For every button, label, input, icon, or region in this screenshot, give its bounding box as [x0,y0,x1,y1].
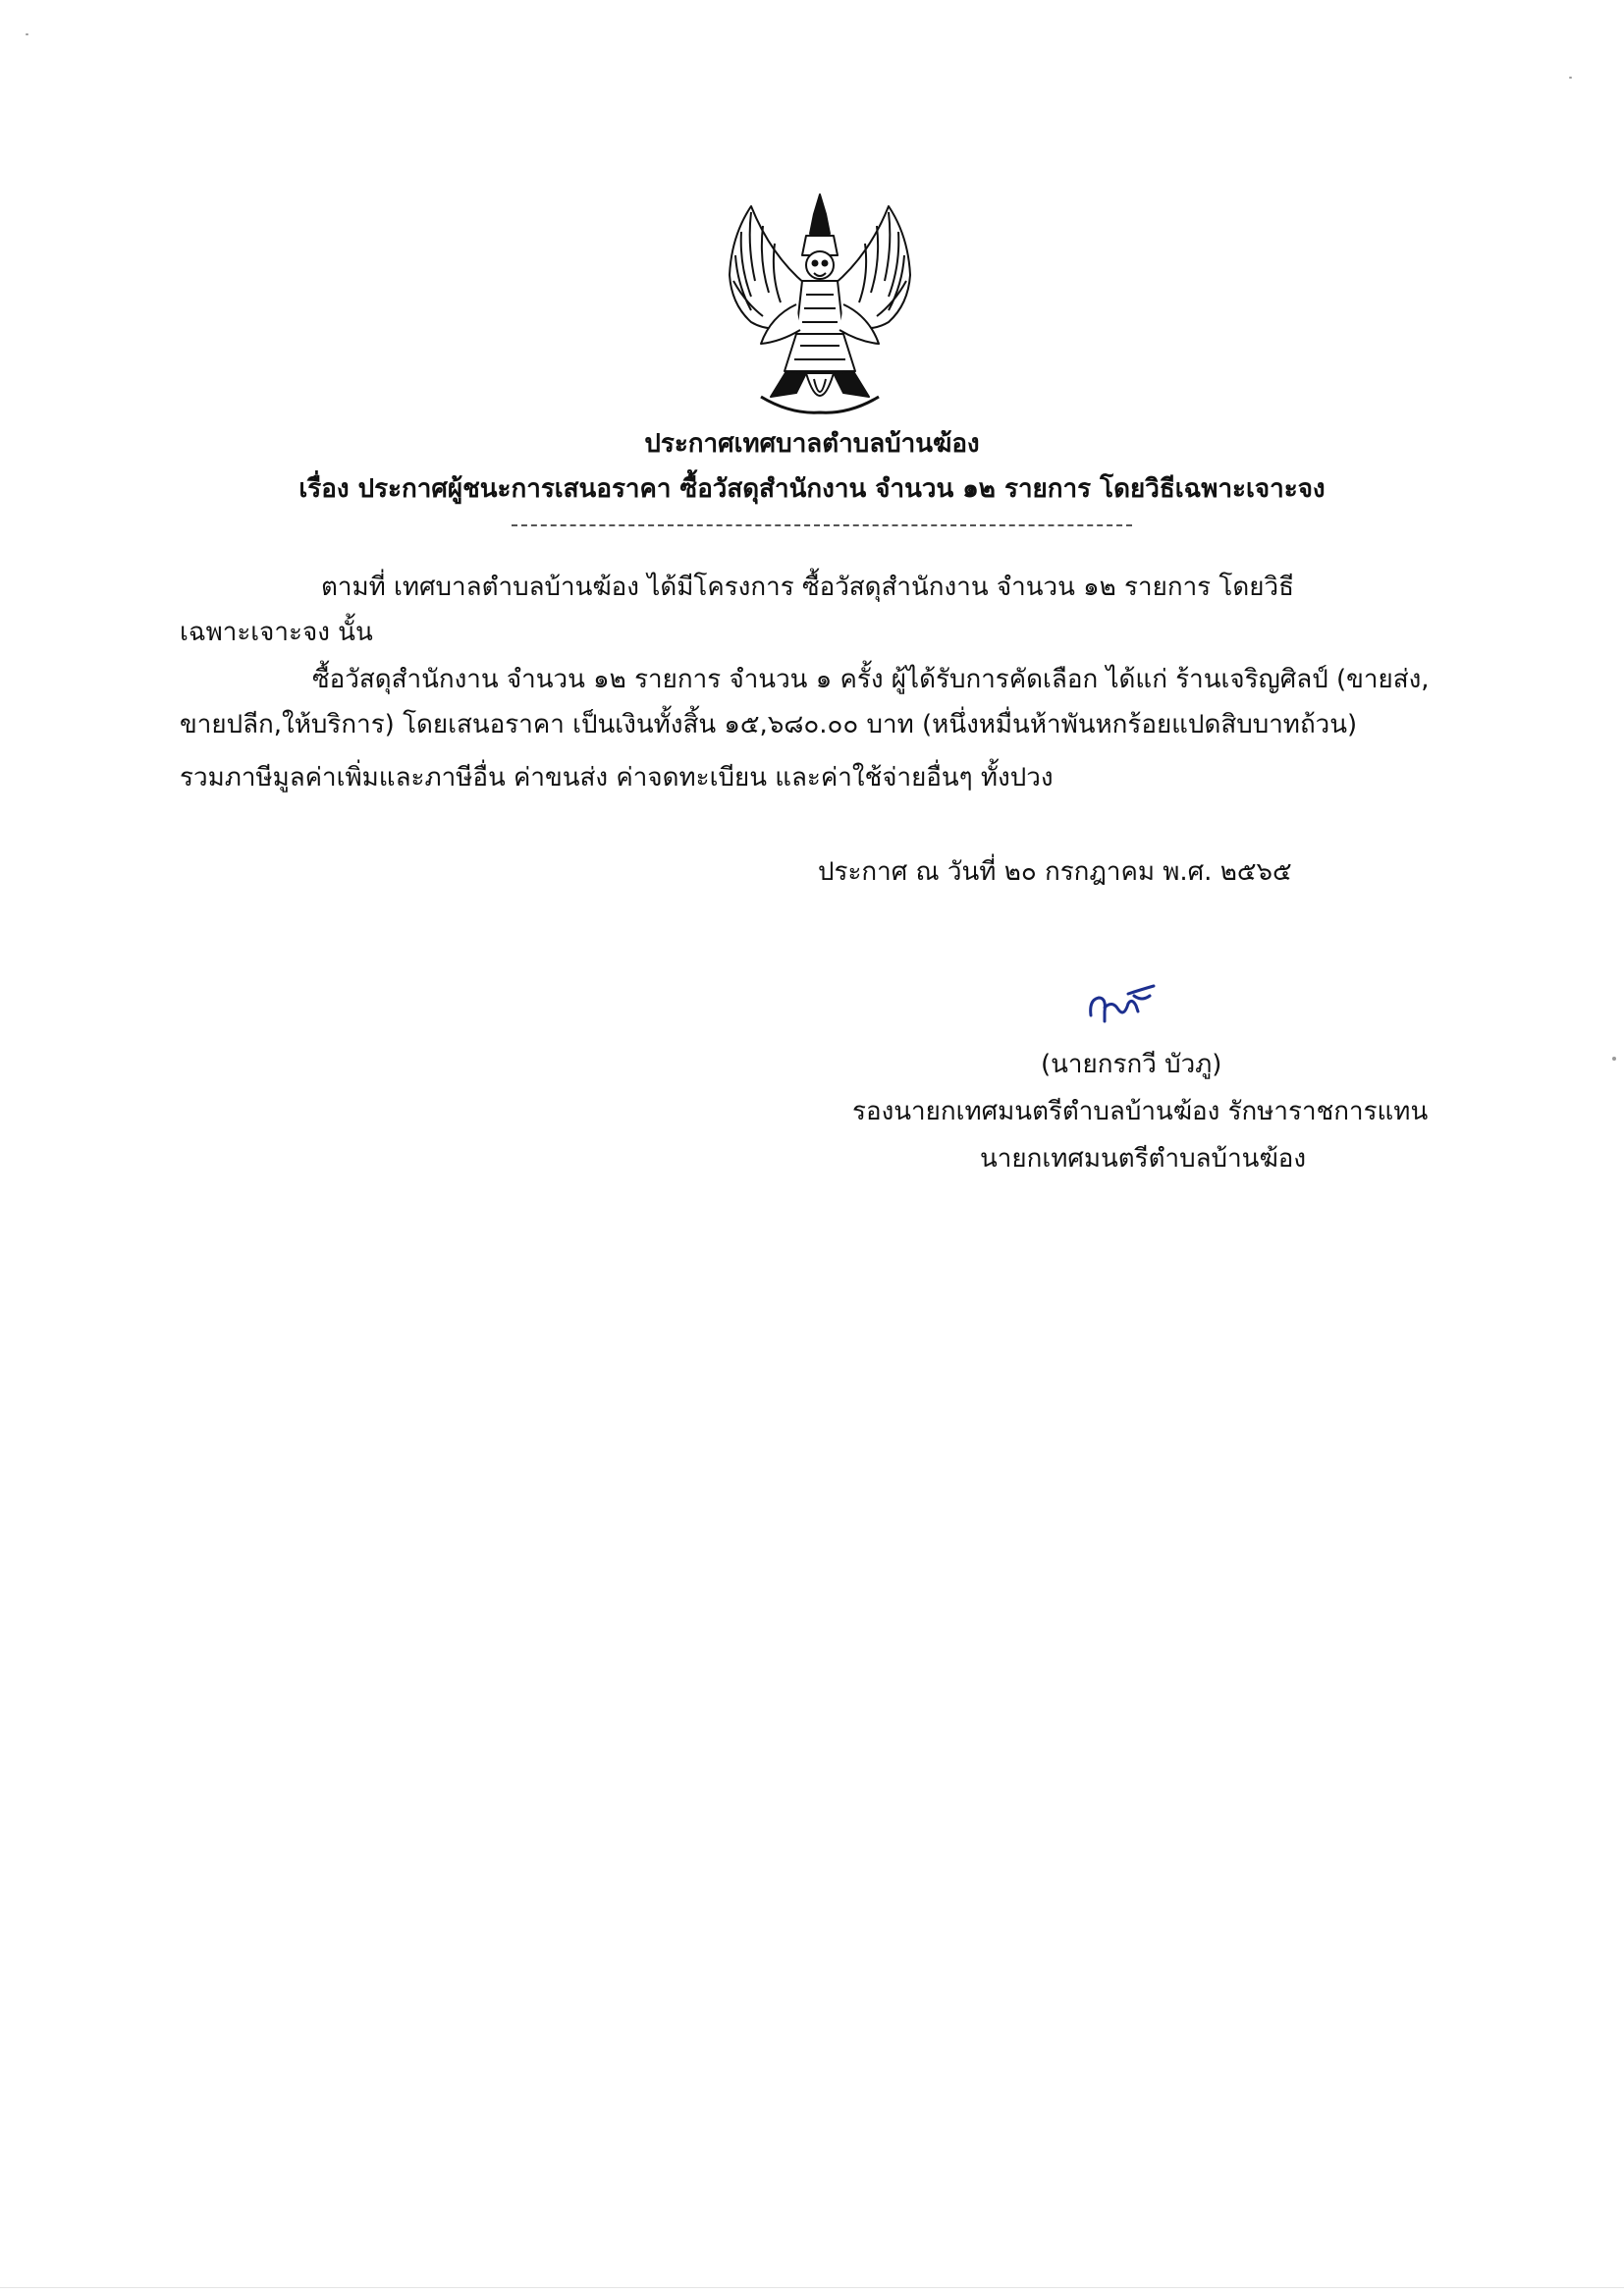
announcement-date: ประกาศ ณ วันที่ ๒๐ กรกฎาคม พ.ศ. ๒๕๖๕ [818,857,1292,887]
garuda-emblem-icon [712,187,928,422]
signer-position-line-1: รองนายกเทศมนตรีตำบลบ้านฆ้อง รักษาราชการแทน [852,1097,1429,1126]
body-line-1: ตามที่ เทศบาลตำบลบ้านฆ้อง ได้มีโครงการ ซื้อวัสดุสำนักงาน จำนวน ๑๒ รายการ โดยวิธี [321,573,1294,602]
body-line-5: รวมภาษีมูลค่าเพิ่มและภาษีอื่น ค่าขนส่ง ค่าจดทะเบียน และค่าใช้จ่ายอื่นๆ ทั้งปวง [180,763,1054,793]
body-line-3: ซื้อวัสดุสำนักงาน จำนวน ๑๒ รายการ จำนวน ๑ ครั้ง ผู้ได้รับการคัดเลือก ได้แก่ ร้านเจริญศิลป์ (ขายส่ง, [312,665,1430,694]
body-line-2: เฉพาะเจาะจง นั้น [180,618,373,647]
handwritten-signature [1085,982,1164,1027]
body-line-4: ขายปลีก,ให้บริการ) โดยเสนอราคา เป็นเงินทั้งสิ้น ๑๕,๖๘๐.๐๐ บาท (หนึ่งหมื่นห้าพันหกร้อยแปดสิบบาทถ้วน) [180,710,1358,739]
scan-speck [1569,77,1572,79]
separator-line [512,524,1132,526]
signer-name: (นายกรกวี บัวภู) [1041,1050,1222,1079]
signer-position-line-2: นายกเทศมนตรีตำบลบ้านฆ้อง [980,1144,1307,1174]
scan-speck [26,33,28,35]
announcement-subject: เรื่อง ประกาศผู้ชนะการเสนอราคา ซื้อวัสดุสำนักงาน จำนวน ๑๒ รายการ โดยวิธีเฉพาะเจาะจง [298,474,1326,504]
scan-edge [0,2287,1624,2288]
scan-speck [1612,1057,1616,1061]
announcement-title: ประกาศเทศบาลตำบลบ้านฆ้อง [644,429,980,459]
